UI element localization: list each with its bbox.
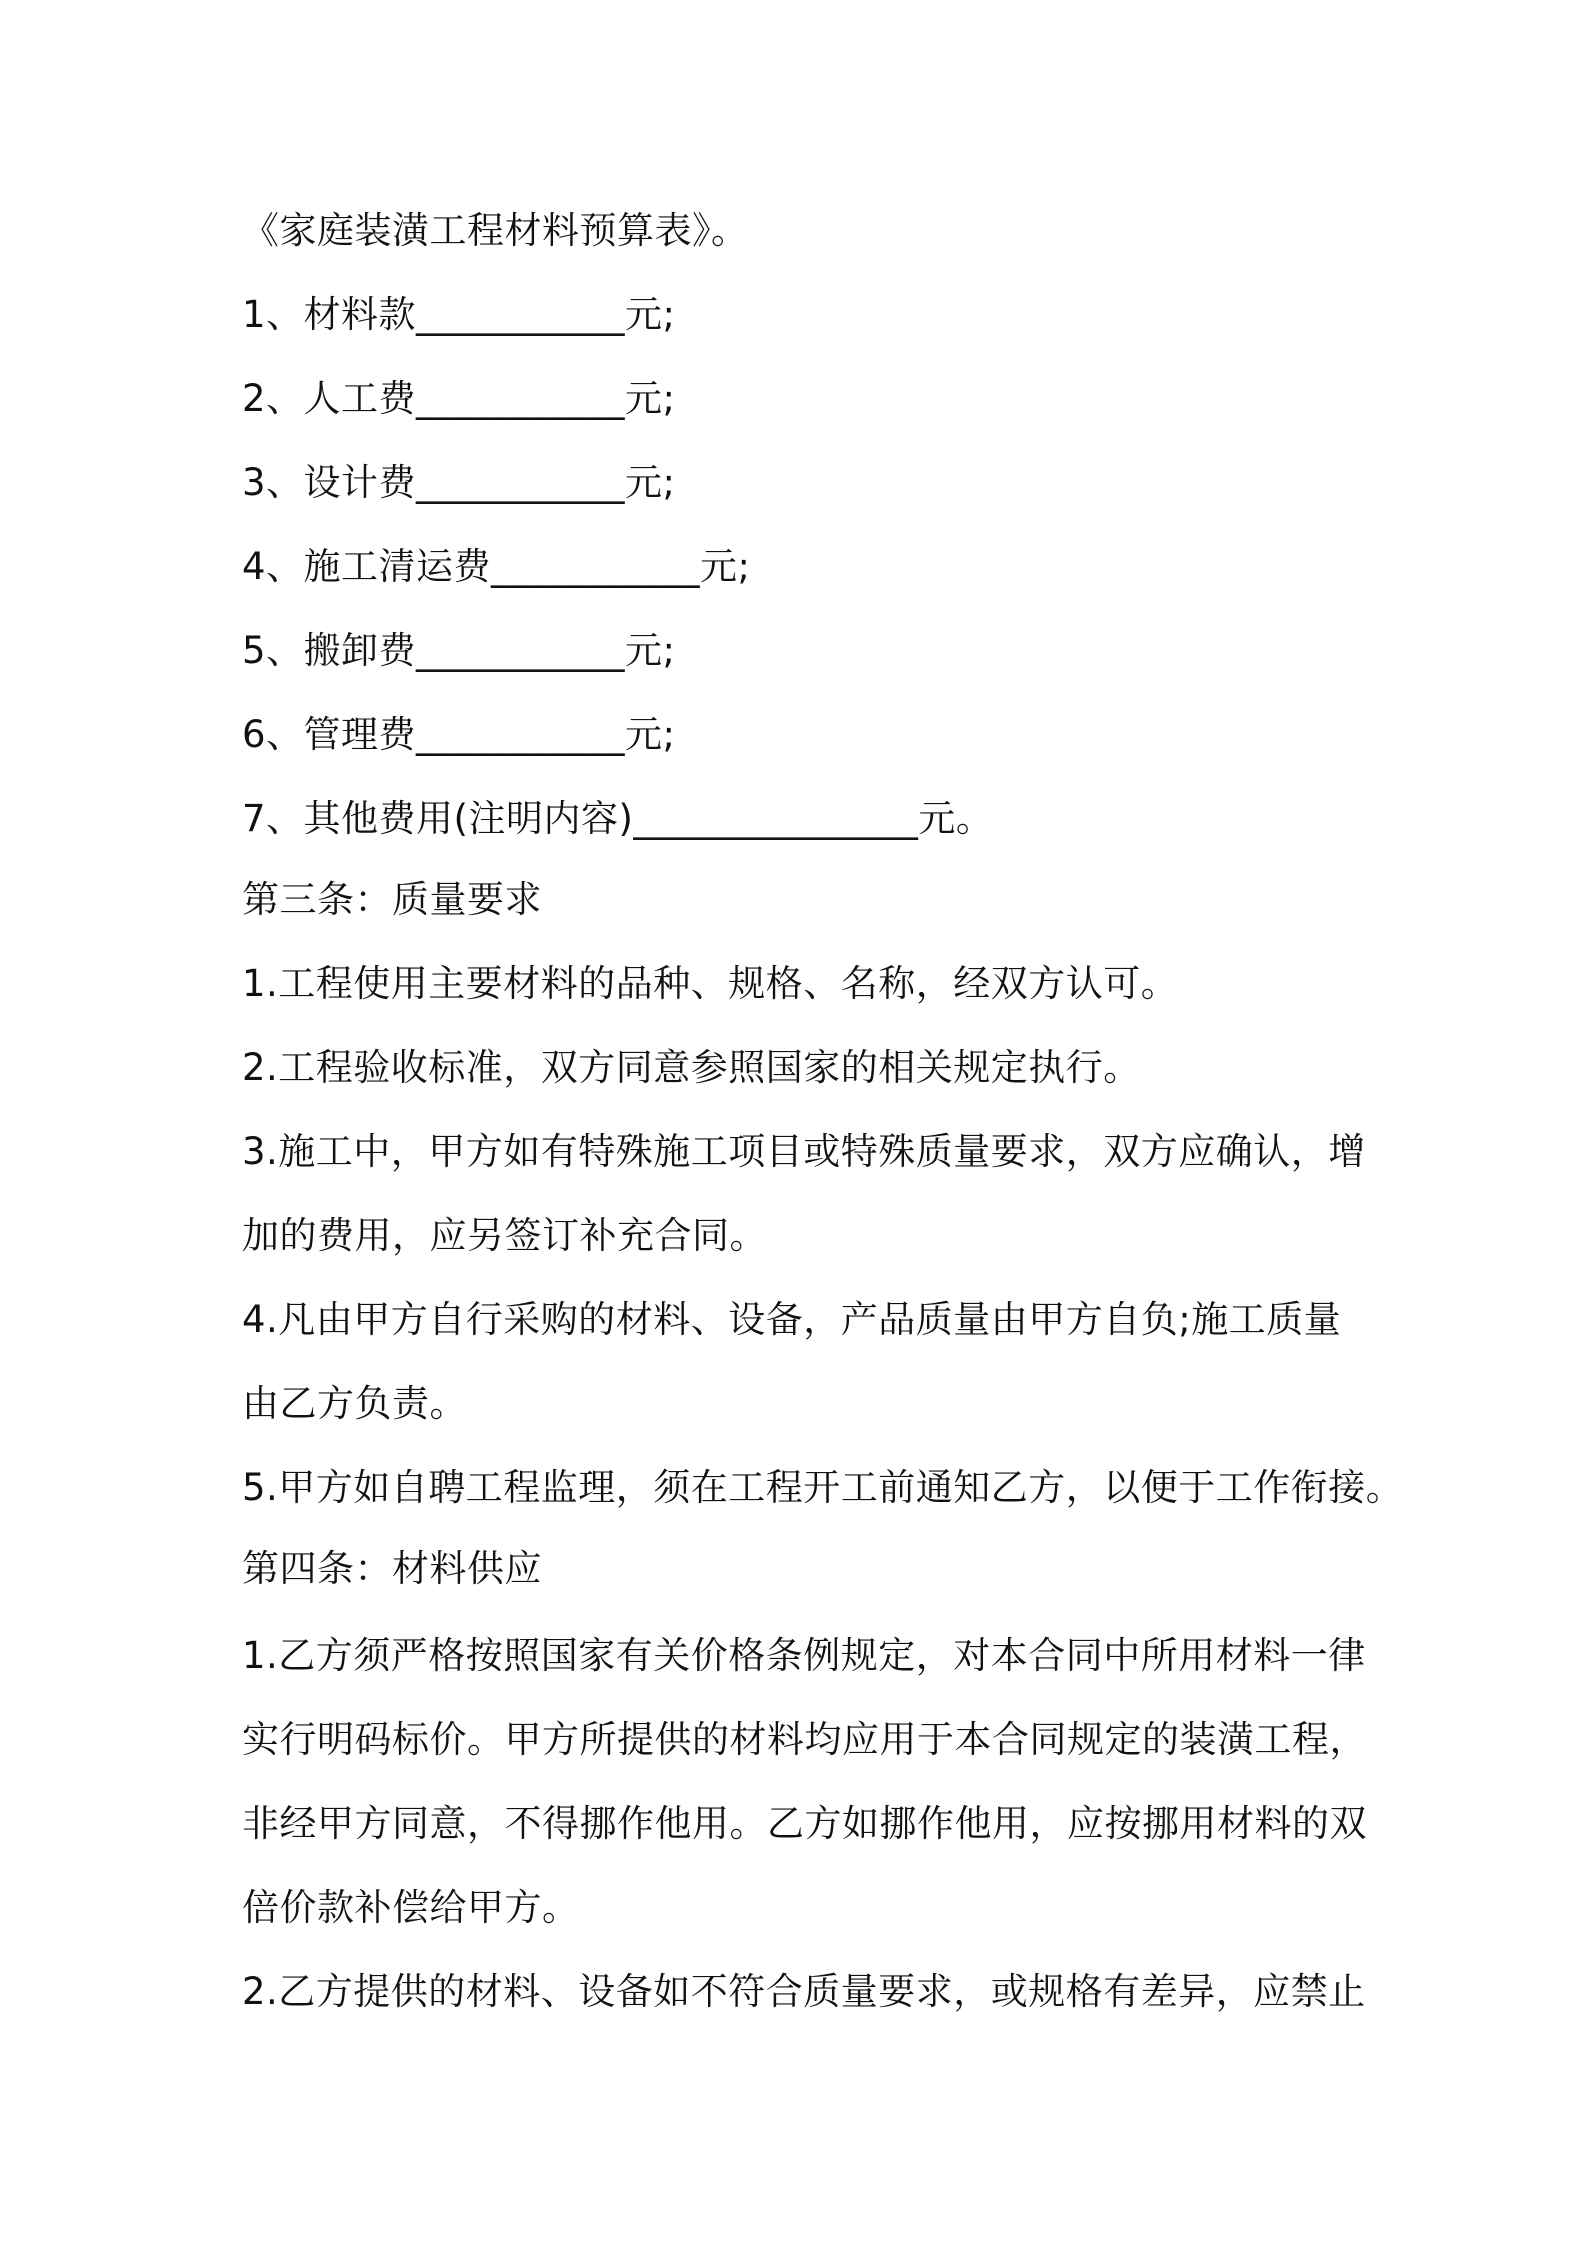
article-3-clause-4-line-2: 由乙方负责。 [242, 1382, 467, 1425]
article-4-clause-1-line-2: 实行明码标价。甲方所提供的材料均应用于本合同规定的装潢工程， [242, 1718, 1367, 1761]
budget-table-title: 《家庭装潢工程材料预算表》。 [242, 209, 749, 252]
article-4-clause-1-line-4: 倍价款补偿给甲方。 [242, 1886, 580, 1929]
cost-item-design: 3、设计费___________元; [242, 461, 676, 504]
cost-item-management: 6、管理费___________元; [242, 713, 676, 756]
article-3-clause-3-line-1: 3.施工中，甲方如有特殊施工项目或特殊质量要求，双方应确认，增 [242, 1130, 1366, 1173]
article-3-clause-3-line-2: 加的费用，应另签订补充合同。 [242, 1214, 767, 1257]
article-3-clause-4-line-1: 4.凡由甲方自行采购的材料、设备，产品质量由甲方自负;施工质量 [242, 1298, 1342, 1341]
cost-item-materials: 1、材料款___________元; [242, 293, 676, 336]
article-4-heading: 第四条：材料供应 [242, 1547, 542, 1590]
cost-item-labor: 2、人工费___________元; [242, 377, 676, 420]
article-3-clause-1: 1.工程使用主要材料的品种、规格、名称，经双方认可。 [242, 962, 1179, 1005]
article-4-clause-2-line-1: 2.乙方提供的材料、设备如不符合质量要求，或规格有差异，应禁止 [242, 1970, 1366, 2013]
article-4-clause-1-line-1: 1.乙方须严格按照国家有关价格条例规定，对本合同中所用材料一律 [242, 1634, 1366, 1677]
article-3-clause-5: 5.甲方如自聘工程监理，须在工程开工前通知乙方，以便于工作衔接。 [242, 1466, 1404, 1509]
article-3-clause-2: 2.工程验收标准，双方同意参照国家的相关规定执行。 [242, 1046, 1141, 1089]
cost-item-other: 7、其他费用(注明内容)_______________元。 [242, 797, 994, 840]
cost-item-handling: 5、搬卸费___________元; [242, 629, 676, 672]
article-3-heading: 第三条：质量要求 [242, 878, 542, 921]
cost-item-cleanup: 4、施工清运费___________元; [242, 545, 751, 588]
article-4-clause-1-line-3: 非经甲方同意，不得挪作他用。乙方如挪作他用，应按挪用材料的双 [242, 1802, 1367, 1845]
